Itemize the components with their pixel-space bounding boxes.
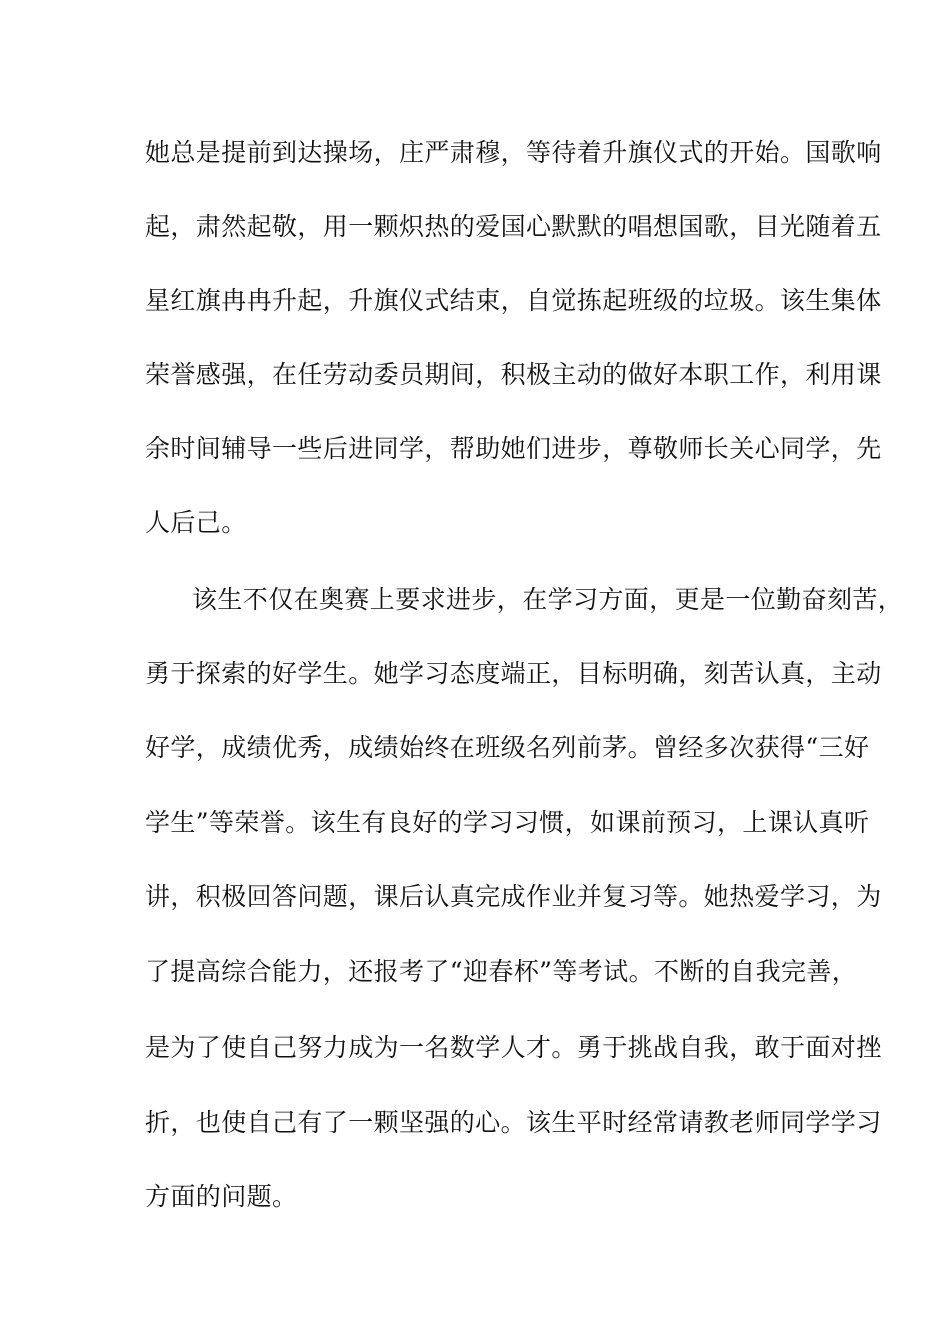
paragraph-line: 了提高综合能力，还报考了“迎春杯”等考试。不断的自我完善，: [145, 957, 858, 986]
paragraph-line: 荣誉感强，在任劳动委员期间，积极主动的做好本职工作，利用课: [145, 360, 882, 389]
paragraph-line: 星红旗冉冉升起，升旗仪式结束，自觉拣起班级的垃圾。该生集体: [145, 286, 882, 315]
paragraph-line: 学生”等荣誉。该生有良好的学习习惯，如课前预习，上课认真听: [145, 808, 870, 837]
paragraph-line: 讲，积极回答问题，课后认真完成作业并复习等。她热爱学习，为: [145, 882, 882, 911]
paragraph-line: 人后己。: [145, 508, 247, 537]
paragraph-line: 好学，成绩优秀，成绩始终在班级名列前茅。曾经多次获得“三好: [145, 733, 870, 762]
paragraph-line: 是为了使自己努力成为一名数学人才。勇于挑战自我，敢于面对挫: [145, 1033, 882, 1062]
paragraph-line: 余时间辅导一些后进同学，帮助她们进步，尊敬师长关心同学，先: [145, 434, 882, 463]
paragraph-line: 她总是提前到达操场，庄严肃穆，等待着升旗仪式的开始。国歌响: [145, 138, 882, 167]
paragraph-line: 勇于探索的好学生。她学习态度端正，目标明确，刻苦认真，主动: [145, 659, 882, 688]
paragraph-first-line: 该生不仅在奥赛上要求进步，在学习方面，更是一位勤奋刻苦，: [192, 585, 904, 614]
paragraph-line: 方面的问题。: [145, 1182, 298, 1211]
paragraph-line: 起，肃然起敬，用一颗炽热的爱国心默默的唱想国歌，目光随着五: [145, 212, 882, 241]
paragraph-line: 折，也使自己有了一颗坚强的心。该生平时经常请教老师同学学习: [145, 1108, 882, 1137]
